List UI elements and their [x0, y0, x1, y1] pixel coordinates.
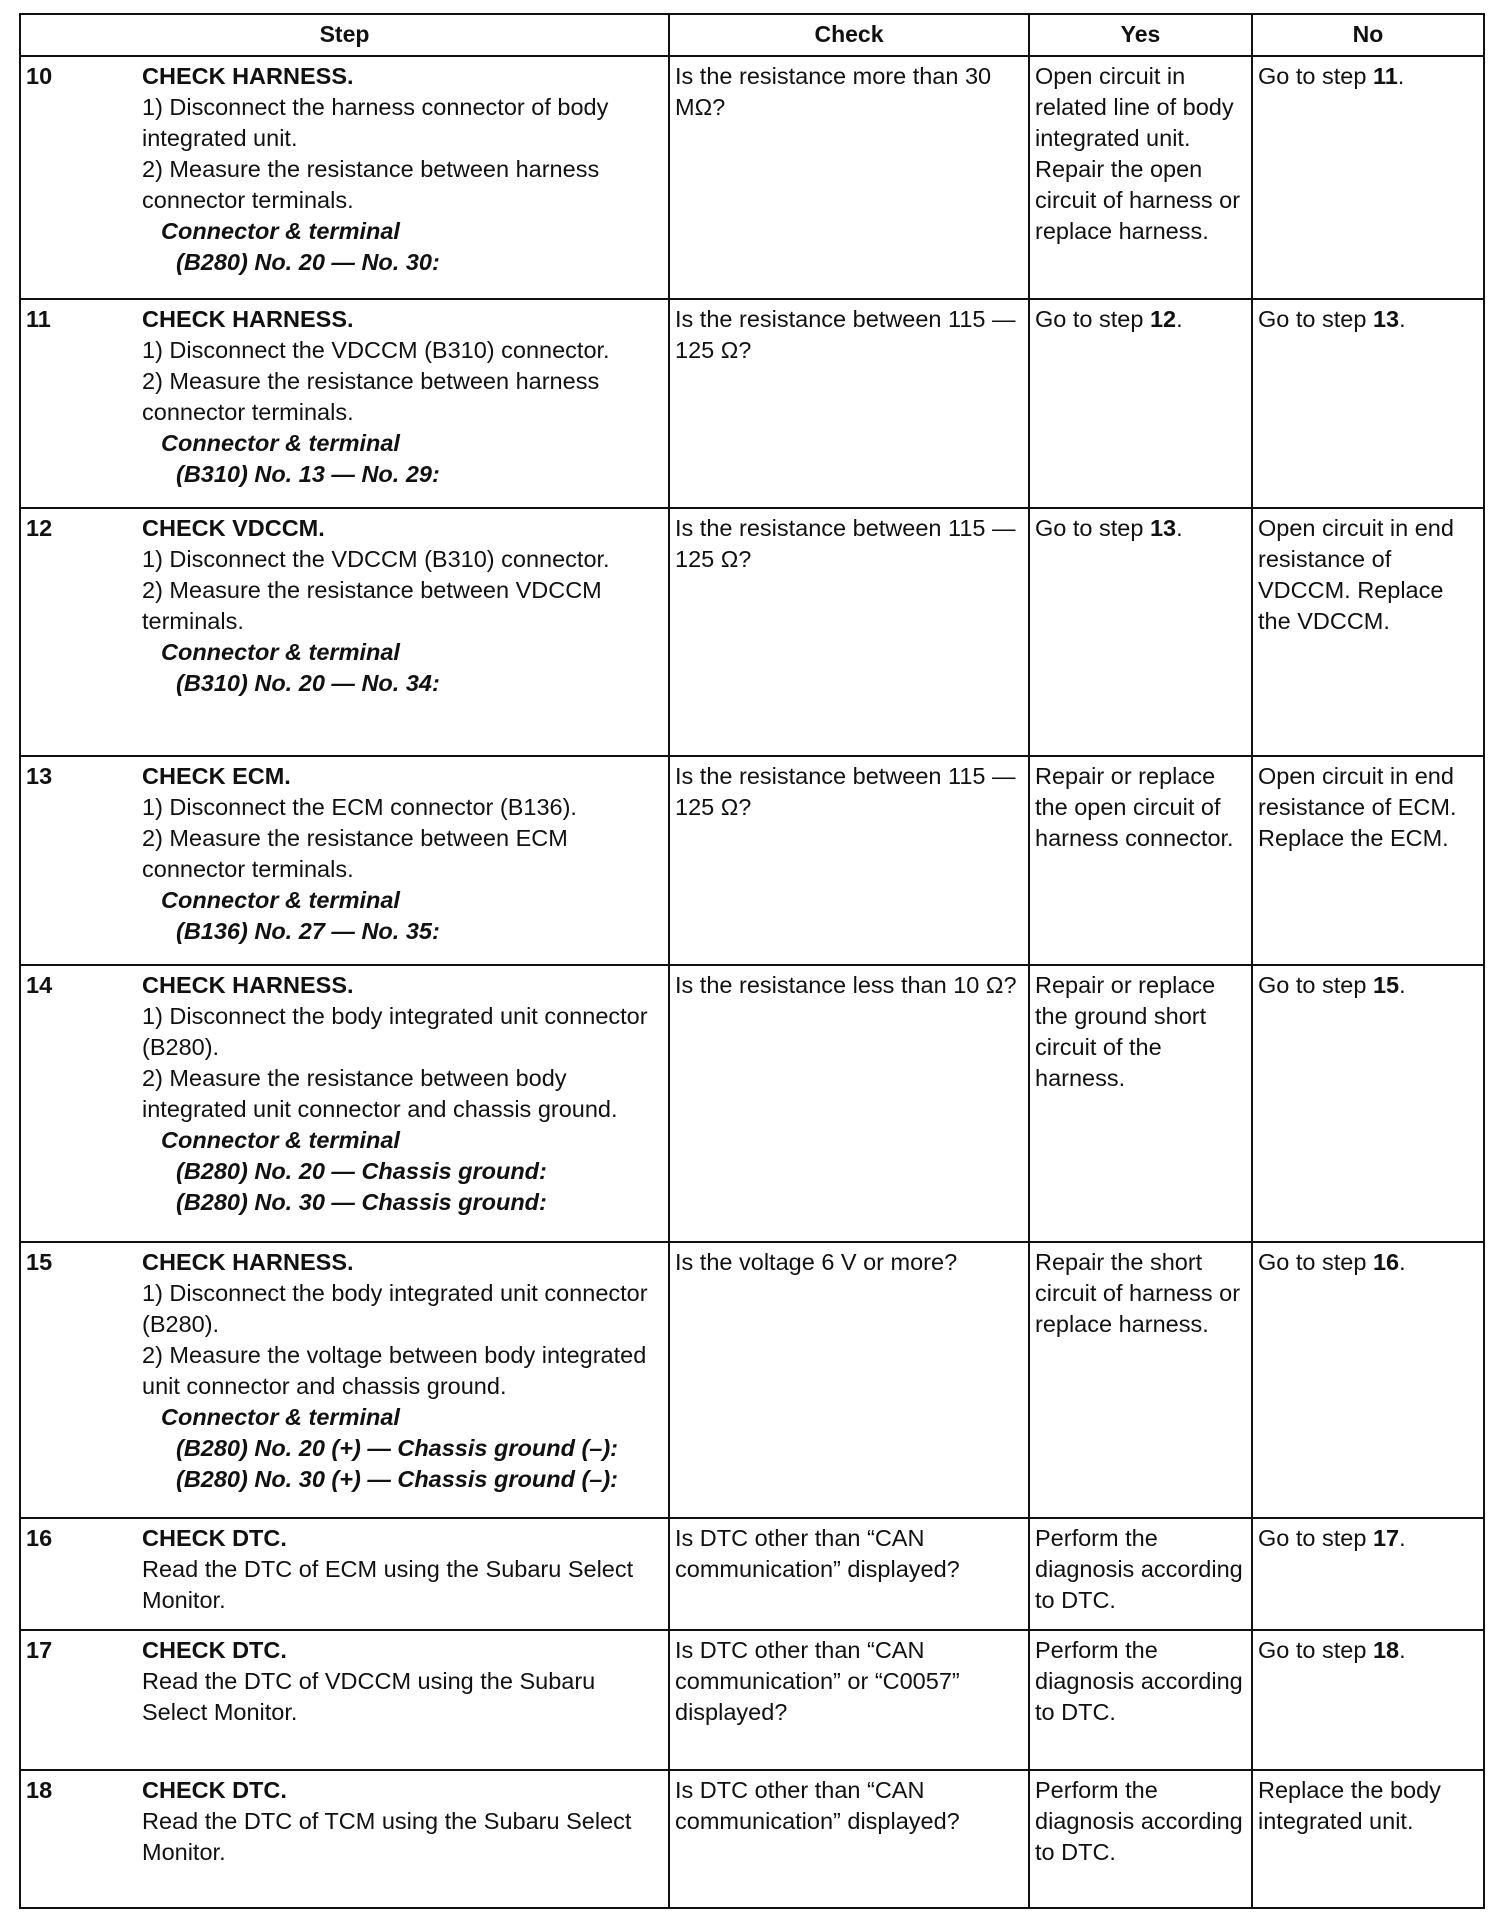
yes-cell	[1029, 56, 1252, 299]
table-row	[20, 299, 1484, 508]
step-body	[142, 513, 663, 699]
step-number: 11	[26, 305, 51, 332]
table-row	[20, 56, 1484, 299]
connector-label: Connector & terminal	[161, 886, 400, 913]
step-title: CHECK HARNESS.	[142, 305, 354, 332]
terminal-spec: (B310) No. 20 — No. 34:	[176, 670, 440, 697]
header-row	[20, 14, 1484, 56]
table-row	[20, 756, 1484, 965]
yes-cell-text: Open circuit in related line of body integrated unit. Repair the open circuit of harness or replace harness.	[1035, 63, 1241, 244]
step-body	[142, 1523, 663, 1616]
step-number: 18	[26, 1776, 53, 1803]
step-body	[142, 1635, 663, 1728]
step-body	[142, 1775, 663, 1868]
yes-cell-text: Repair the short circuit of harness or replace harness.	[1035, 1248, 1241, 1337]
no-cell	[1252, 1518, 1484, 1630]
step-instruction: 2) Measure the resistance between harness connector terminals.	[142, 367, 600, 425]
step-instruction: 1) Disconnect the VDCCM (B310) connector.	[142, 336, 610, 363]
connector-label: Connector & terminal	[161, 218, 400, 244]
table-row	[20, 508, 1484, 755]
check-cell: Is the resistance more than 30 MΩ?	[669, 56, 1029, 299]
terminal-spec: (B310) No. 13 — No. 29:	[176, 460, 440, 487]
terminal-spec: (B280) No. 30 (+) — Chassis ground (–):	[176, 1465, 619, 1492]
no-cell-suffix: .	[1399, 305, 1406, 332]
step-instruction: 2) Measure the resistance between body integrated unit connector and chassis ground.	[142, 1065, 618, 1123]
diagnosis-table	[19, 13, 1485, 1909]
step-cell	[20, 1518, 669, 1630]
check-cell: Is the voltage 6 V or more?	[669, 1242, 1029, 1518]
step-instruction: 1) Disconnect the ECM connector (B136).	[142, 793, 577, 820]
step-title: CHECK HARNESS.	[142, 972, 354, 999]
step-body	[142, 304, 663, 490]
table-row	[20, 1518, 1484, 1630]
step-instruction: 2) Measure the voltage between body integrated unit connector and chassis ground.	[142, 1341, 647, 1399]
step-instruction: 1) Disconnect the VDCCM (B310) connector.	[142, 546, 610, 573]
step-instruction: 2) Measure the resistance between VDCCM terminals.	[142, 577, 602, 635]
step-title: CHECK DTC.	[142, 1525, 287, 1552]
step-cell	[20, 1770, 669, 1908]
yes-cell-text: Repair or replace the ground short circuit of the harness.	[1035, 972, 1216, 1092]
no-cell	[1252, 56, 1484, 299]
step-content	[26, 513, 663, 699]
no-cell-step-number: 16	[1372, 1248, 1400, 1275]
no-cell-step-number: 17	[1372, 1525, 1400, 1552]
yes-cell	[1029, 756, 1252, 965]
no-cell	[1252, 1770, 1484, 1908]
step-instruction: Read the DTC of VDCCM using the Subaru Select Monitor.	[142, 1668, 596, 1726]
step-content	[26, 61, 663, 278]
step-title: CHECK DTC.	[142, 1637, 287, 1664]
check-cell: Is the resistance less than 10 Ω?	[669, 965, 1029, 1241]
step-body	[142, 61, 663, 278]
step-number: 15	[26, 1248, 53, 1275]
no-cell-step-number: 18	[1372, 1637, 1400, 1664]
yes-cell-text: Perform the diagnosis according to DTC.	[1035, 1525, 1243, 1614]
step-content	[26, 1635, 663, 1728]
yes-cell	[1029, 1770, 1252, 1908]
table-row	[20, 1770, 1484, 1908]
step-cell	[20, 1630, 669, 1769]
no-cell-suffix: .	[1399, 972, 1406, 999]
no-cell-suffix: .	[1399, 1637, 1406, 1664]
yes-cell-text: Perform the diagnosis according to DTC.	[1035, 1637, 1243, 1726]
table-row	[20, 965, 1484, 1241]
no-cell	[1252, 299, 1484, 508]
step-number: 14	[26, 972, 53, 999]
table-body	[20, 56, 1484, 1908]
connector-label: Connector & terminal	[161, 1127, 400, 1154]
no-cell	[1252, 508, 1484, 755]
step-content	[26, 761, 663, 947]
connector-label: Connector & terminal	[161, 1403, 400, 1430]
no-cell-suffix: .	[1399, 1248, 1406, 1275]
yes-cell-prefix: Go to step	[1035, 515, 1150, 542]
step-cell	[20, 1242, 669, 1518]
no-cell	[1252, 965, 1484, 1241]
step-title: CHECK DTC.	[142, 1776, 287, 1803]
check-cell: Is DTC other than “CAN communication” or “C0057” displayed?	[669, 1630, 1029, 1769]
step-cell	[20, 965, 669, 1241]
no-cell-step-number: 13	[1372, 305, 1400, 332]
step-title: CHECK HARNESS.	[142, 1248, 354, 1275]
step-content	[26, 970, 663, 1218]
no-cell	[1252, 1242, 1484, 1518]
table-row	[20, 1242, 1484, 1518]
yes-cell	[1029, 1518, 1252, 1630]
yes-cell-prefix: Go to step	[1035, 305, 1150, 332]
step-cell	[20, 756, 669, 965]
no-cell-prefix: Go to step	[1258, 63, 1373, 89]
no-cell-prefix: Go to step	[1258, 1248, 1373, 1275]
connector-label: Connector & terminal	[161, 639, 400, 666]
check-cell: Is the resistance between 115 — 125 Ω?	[669, 756, 1029, 965]
no-cell-step-number: 11	[1372, 63, 1398, 89]
no-cell	[1252, 1630, 1484, 1769]
step-content	[26, 1247, 663, 1495]
no-cell-prefix: Go to step	[1258, 1637, 1373, 1664]
step-instruction: Read the DTC of ECM using the Subaru Select Monitor.	[142, 1556, 634, 1614]
yes-cell-text: Repair or replace the open circuit of harness connector.	[1035, 762, 1234, 851]
step-instruction: 2) Measure the resistance between ECM connector terminals.	[142, 824, 568, 882]
check-cell: Is the resistance between 115 — 125 Ω?	[669, 299, 1029, 508]
yes-cell	[1029, 299, 1252, 508]
terminal-spec: (B280) No. 20 — No. 30:	[176, 249, 440, 275]
yes-cell	[1029, 1242, 1252, 1518]
step-content	[26, 304, 663, 490]
check-cell: Is DTC other than “CAN communication” displayed?	[669, 1770, 1029, 1908]
terminal-spec: (B280) No. 30 — Chassis ground:	[176, 1189, 547, 1216]
step-body	[142, 1247, 663, 1495]
step-title: CHECK VDCCM.	[142, 515, 325, 542]
no-cell-text: Open circuit in end resistance of ECM. Replace the ECM.	[1258, 762, 1457, 851]
step-instruction: Read the DTC of TCM using the Subaru Select Monitor.	[142, 1807, 632, 1865]
step-instruction: 1) Disconnect the body integrated unit connector (B280).	[142, 1003, 648, 1061]
step-number: 12	[26, 515, 53, 542]
connector-label: Connector & terminal	[161, 429, 400, 456]
no-cell-step-number: 15	[1372, 972, 1400, 999]
yes-cell	[1029, 1630, 1252, 1769]
no-cell-text: Replace the body integrated unit.	[1258, 1776, 1441, 1834]
no-cell-prefix: Go to step	[1258, 972, 1373, 999]
yes-cell-suffix: .	[1176, 305, 1183, 332]
no-cell-text: Open circuit in end resistance of VDCCM. Replace the VDCCM.	[1258, 515, 1454, 635]
step-content	[26, 1523, 663, 1616]
step-content	[26, 1775, 663, 1868]
step-cell	[20, 299, 669, 508]
step-cell	[20, 508, 669, 755]
step-number: 17	[26, 1637, 53, 1664]
step-instruction: 2) Measure the resistance between harness connector terminals.	[142, 156, 600, 213]
no-cell-prefix: Go to step	[1258, 305, 1373, 332]
yes-cell	[1029, 508, 1252, 755]
header-no: No	[1252, 14, 1484, 56]
step-title: CHECK ECM.	[142, 762, 291, 789]
table-row	[20, 1630, 1484, 1769]
check-cell: Is DTC other than “CAN communication” displayed?	[669, 1518, 1029, 1630]
step-instruction: 1) Disconnect the body integrated unit connector (B280).	[142, 1279, 648, 1337]
yes-cell-step-number: 12	[1149, 305, 1177, 332]
step-cell	[20, 56, 669, 299]
yes-cell-text: Perform the diagnosis according to DTC.	[1035, 1776, 1243, 1865]
header-step: Step	[20, 14, 669, 56]
step-number: 16	[26, 1525, 53, 1552]
header-yes: Yes	[1029, 14, 1252, 56]
terminal-spec: (B280) No. 20 — Chassis ground:	[176, 1158, 547, 1185]
no-cell	[1252, 756, 1484, 965]
check-cell: Is the resistance between 115 — 125 Ω?	[669, 508, 1029, 755]
step-title: CHECK HARNESS.	[142, 63, 354, 89]
no-cell-suffix: .	[1399, 1525, 1406, 1552]
step-number: 13	[26, 762, 53, 789]
header-check: Check	[669, 14, 1029, 56]
step-number: 10	[26, 63, 53, 89]
terminal-spec: (B136) No. 27 — No. 35:	[176, 917, 440, 944]
step-instruction: 1) Disconnect the harness connector of body integrated unit.	[142, 94, 609, 151]
terminal-spec: (B280) No. 20 (+) — Chassis ground (–):	[176, 1434, 619, 1461]
step-body	[142, 970, 663, 1218]
no-cell-suffix: .	[1397, 63, 1405, 89]
yes-cell-suffix: .	[1176, 515, 1183, 542]
step-body	[142, 761, 663, 947]
yes-cell-step-number: 13	[1149, 515, 1177, 542]
no-cell-prefix: Go to step	[1258, 1525, 1373, 1552]
yes-cell	[1029, 965, 1252, 1241]
